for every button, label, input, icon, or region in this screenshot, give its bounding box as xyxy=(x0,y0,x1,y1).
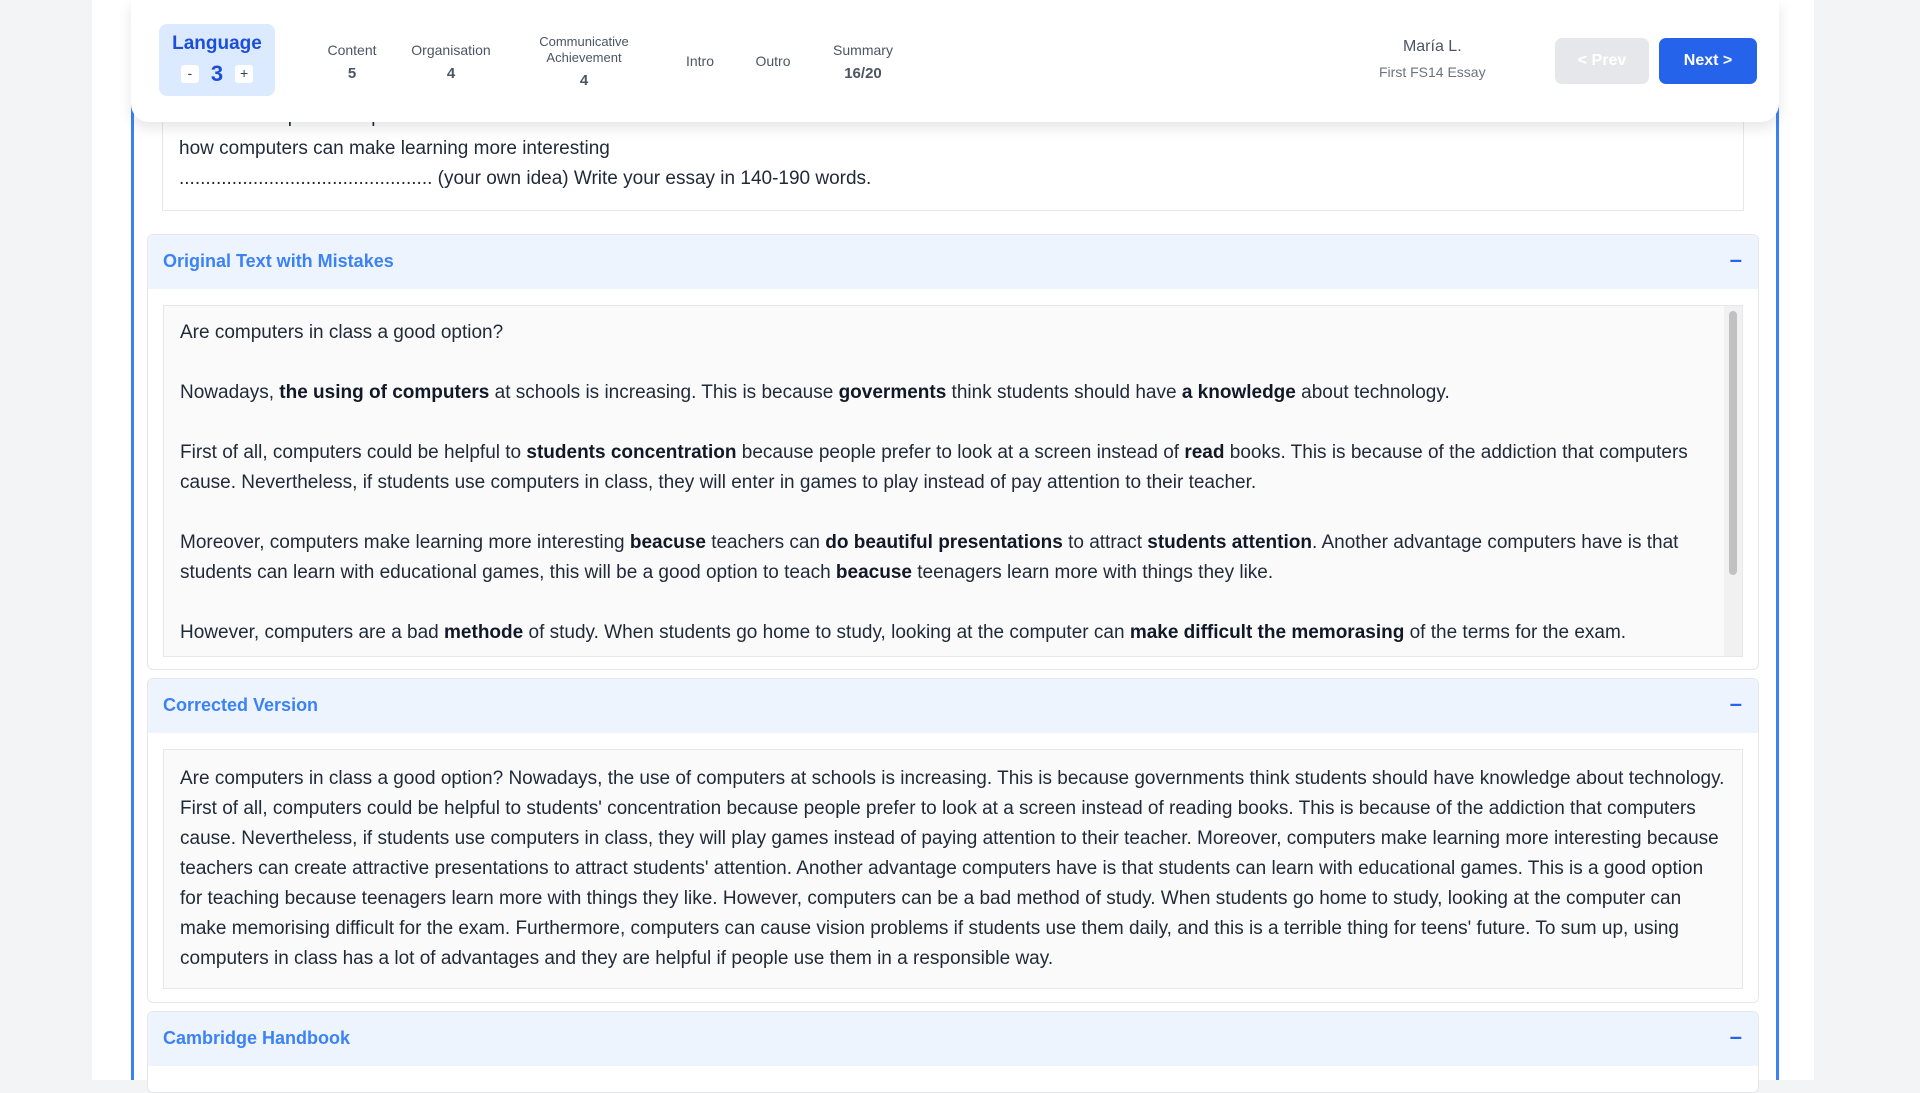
original-paragraph xyxy=(180,438,1710,498)
mistake-highlight: students concentration xyxy=(526,442,737,463)
corrected-version-section xyxy=(147,678,1759,1003)
score-label: Outro xyxy=(755,53,791,69)
mistake-highlight: read xyxy=(1184,442,1225,463)
next-button[interactable]: Next > xyxy=(1659,38,1757,84)
mistake-highlight: do beautiful presentations xyxy=(825,532,1063,553)
corrected-text: Are computers in class a good option? Nowadays, the use of computers at schools is increasing. This is because governments think students should have knowledge about technology. First of all, computers could be helpful to students' concentration because people prefer to look at a screen instead of reading books. This is because of the addiction that computers cause. Nevertheless, if students use computers in class, they will play games instead of paying attention to their teacher. Moreover, computers make learning more interesting because teachers can create attractive presentations to attract students' attention. Another advantage computers have is that students can learn with educational games. This is a good option for teaching because teenagers learn more with things they like. However, computers can be a bad method of study. When students go home to study, looking at the computer can make memorising difficult for the exam. Furthermore, computers can cause vision problems if students use them daily, and this is a terrible thing for teens' future. To sum up, using computers in class has a lot of advantages and they are helpful if people use them in a responsible way. xyxy=(180,768,1725,969)
text-run: at schools is increasing. This is because xyxy=(489,382,839,403)
text-run: teachers can xyxy=(705,532,826,553)
score-organisation xyxy=(384,42,518,82)
task-line: ................................................ (your own idea) Write your essay in 140-190 words. xyxy=(179,168,872,189)
original-paragraph xyxy=(180,318,1710,348)
corrected-text-box xyxy=(163,749,1743,989)
mistake-highlight: beacuse xyxy=(629,532,706,553)
section-title: Original Text with Mistakes xyxy=(163,251,394,271)
text-run: of the terms for the exam. xyxy=(1404,622,1627,643)
text-run: However, computers are a bad xyxy=(180,622,445,643)
collapse-icon[interactable]: – xyxy=(1729,247,1742,272)
task-line: how computers can make learning more interesting xyxy=(179,138,610,159)
score-label: Intro xyxy=(685,53,714,69)
score-label: Organisation xyxy=(411,42,491,58)
mistake-highlight: beacuse xyxy=(835,562,912,583)
score-value: 4 xyxy=(446,65,456,82)
score-summary xyxy=(818,42,908,82)
text-run: to attract xyxy=(1062,532,1148,553)
language-score-box xyxy=(159,24,275,96)
score-label: Summary xyxy=(833,42,893,58)
original-text-box xyxy=(163,305,1743,657)
mistake-highlight: a knowledge xyxy=(1181,382,1296,403)
corrected-version-header[interactable] xyxy=(148,679,1758,733)
text-run: think students should have xyxy=(946,382,1182,403)
essay-name: First FS14 Essay xyxy=(1379,64,1486,80)
language-score-value: 3 xyxy=(210,61,224,86)
student-name: María L. xyxy=(1402,38,1462,55)
score-value: 16/20 xyxy=(844,65,882,82)
collapse-icon[interactable]: – xyxy=(1729,1024,1742,1049)
text-run: Are computers in class a good option? xyxy=(180,322,504,343)
mistake-highlight: goverments xyxy=(838,382,947,403)
text-run: Nowadays, xyxy=(180,382,280,403)
text-run: of study. When students go home to study, looking at the computer can xyxy=(523,622,1130,643)
text-run: teenagers learn more with things they like. xyxy=(911,562,1274,583)
score-intro xyxy=(670,53,730,69)
prev-button[interactable]: < Prev xyxy=(1555,38,1649,84)
score-value: 4 xyxy=(579,72,589,89)
mistake-highlight: the using of computers xyxy=(279,382,490,403)
text-run: First of all, computers could be helpful to xyxy=(180,442,527,463)
cambridge-handbook-section xyxy=(147,1011,1759,1093)
section-title: Cambridge Handbook xyxy=(163,1028,351,1048)
mistake-highlight: students attention xyxy=(1147,532,1312,553)
collapse-icon[interactable]: – xyxy=(1729,691,1742,716)
text-run: . Another advantage computers have is that students can learn with educational games, this will be a good option to teach xyxy=(180,532,1679,583)
cambridge-handbook-header[interactable] xyxy=(148,1012,1758,1066)
mistake-highlight: methode xyxy=(444,622,524,643)
original-paragraph xyxy=(180,528,1710,588)
text-run: Moreover, computers make learning more interesting xyxy=(180,532,630,553)
scrollbar[interactable] xyxy=(1724,306,1742,656)
text-run: about technology. xyxy=(1295,382,1450,403)
score-label: Communicative Achievement xyxy=(539,34,629,65)
student-info xyxy=(1379,38,1486,80)
score-label: Content xyxy=(327,42,377,58)
text-run: books. This is because of the addiction that computers cause. Nevertheless, if students use computers in class, they will enter in games to play instead of pay attention to their teacher. xyxy=(180,442,1688,493)
section-title: Corrected Version xyxy=(163,695,319,715)
original-paragraph xyxy=(180,618,1710,648)
language-decrement-button[interactable]: - xyxy=(181,65,199,83)
text-run: because people prefer to look at a screen instead of xyxy=(736,442,1185,463)
score-communicative-achievement xyxy=(525,34,643,89)
mistake-highlight: make difficult the memorasing xyxy=(1129,622,1405,643)
language-increment-button[interactable]: + xyxy=(235,65,253,83)
scrollbar-thumb[interactable] xyxy=(1729,311,1737,575)
score-header xyxy=(131,0,1779,122)
original-text-header[interactable] xyxy=(148,235,1758,289)
score-outro xyxy=(743,53,803,69)
score-value: 5 xyxy=(347,65,357,82)
original-text-section xyxy=(147,234,1759,670)
original-paragraph xyxy=(180,378,1710,408)
language-label: Language xyxy=(172,33,262,54)
